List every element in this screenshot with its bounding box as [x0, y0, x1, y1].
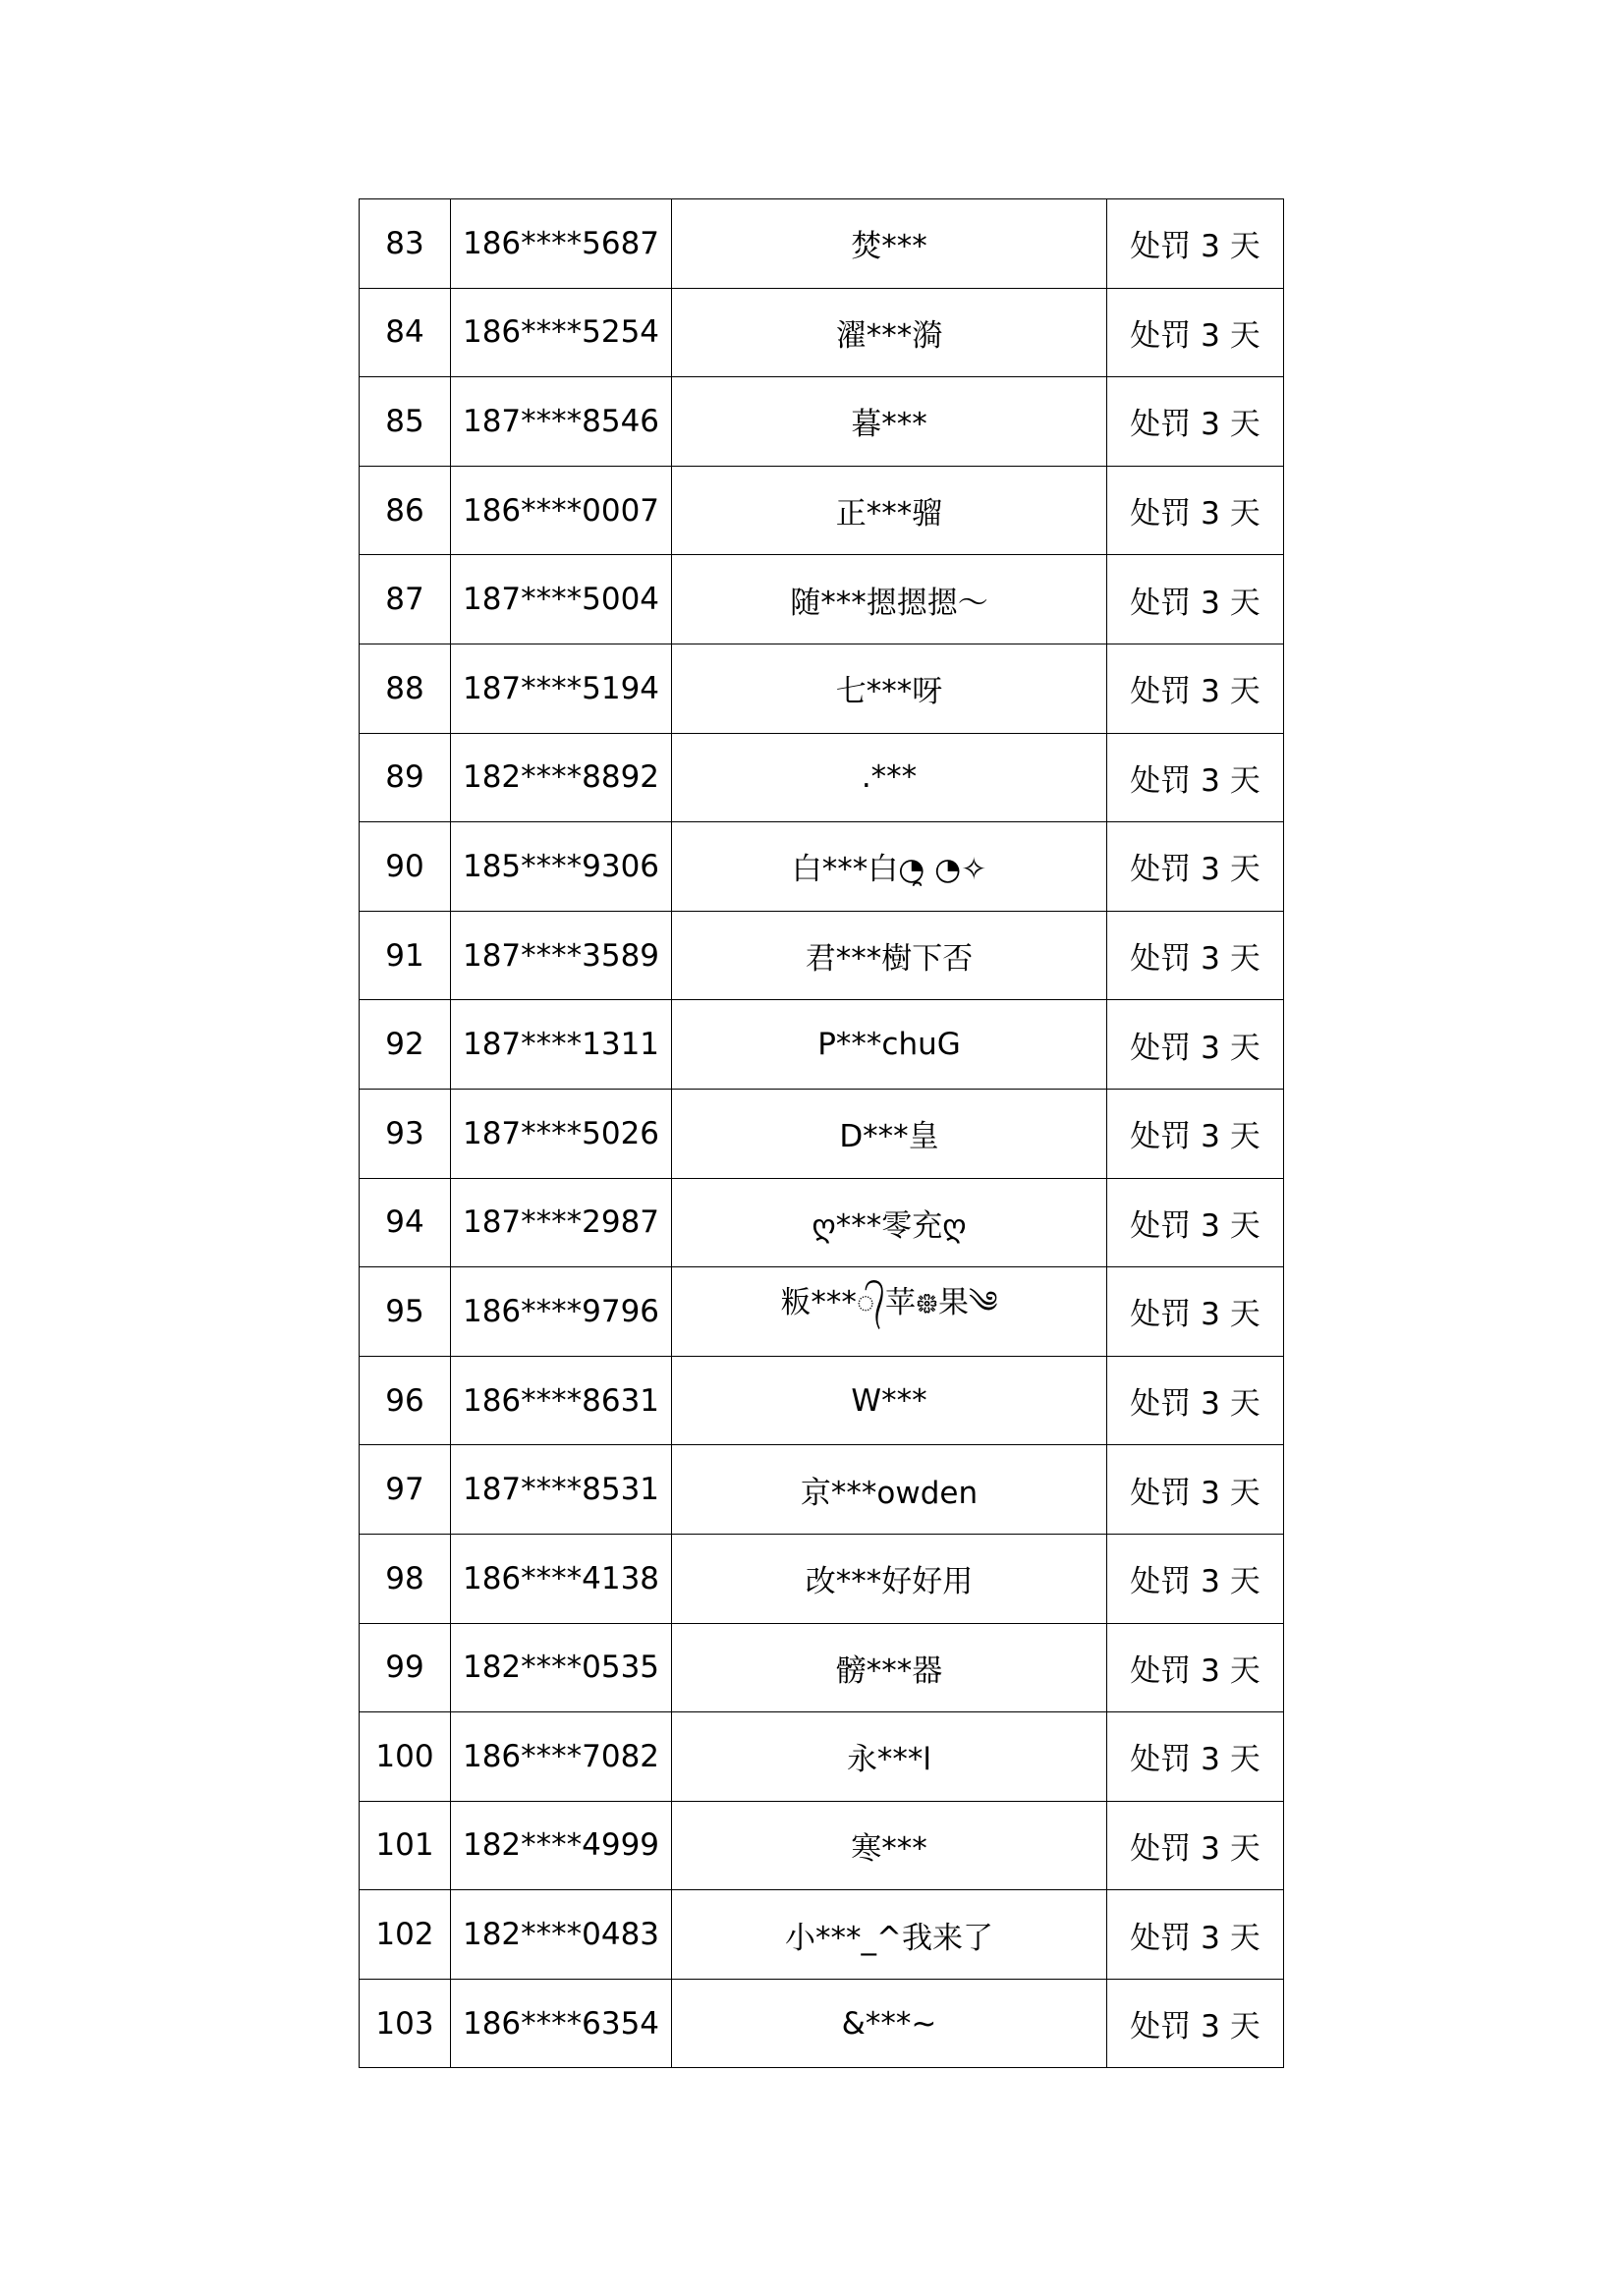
row-index-cell: 100 — [360, 1712, 451, 1802]
table-row — [360, 1534, 1284, 1623]
nickname-cell: 粄***᭄苹᪥果༄ — [672, 1267, 1107, 1357]
nickname-cell: 改***好好用 — [672, 1534, 1107, 1623]
nickname-cell: 七***呀 — [672, 644, 1107, 733]
row-index-cell: 84 — [360, 288, 451, 377]
penalty-cell: 处罚 3 天 — [1107, 1267, 1284, 1357]
phone-cell: 187****2987 — [451, 1178, 672, 1267]
table-row — [360, 1890, 1284, 1980]
nickname-cell: 君***樹下否 — [672, 911, 1107, 1000]
row-index-cell: 85 — [360, 377, 451, 467]
table-row — [360, 199, 1284, 289]
nickname-cell: 小***_^我来了 — [672, 1890, 1107, 1980]
table-row — [360, 822, 1284, 912]
table-row — [360, 1267, 1284, 1357]
nickname-cell: ღ***零充ღ — [672, 1178, 1107, 1267]
phone-cell: 185****9306 — [451, 822, 672, 912]
table-row — [360, 1089, 1284, 1178]
nickname-cell: 正***骝 — [672, 466, 1107, 555]
penalty-cell: 处罚 3 天 — [1107, 1089, 1284, 1178]
nickname-cell: 暮*** — [672, 377, 1107, 467]
table-row — [360, 288, 1284, 377]
penalty-cell: 处罚 3 天 — [1107, 822, 1284, 912]
nickname-cell: .*** — [672, 733, 1107, 822]
table-row — [360, 1445, 1284, 1535]
nickname-cell: &***~ — [672, 1979, 1107, 2068]
row-index-cell: 93 — [360, 1089, 451, 1178]
row-index-cell: 101 — [360, 1801, 451, 1890]
penalty-table — [359, 198, 1284, 2068]
penalty-cell: 处罚 3 天 — [1107, 644, 1284, 733]
penalty-cell: 处罚 3 天 — [1107, 288, 1284, 377]
row-index-cell: 95 — [360, 1267, 451, 1357]
phone-cell: 182****4999 — [451, 1801, 672, 1890]
penalty-cell: 处罚 3 天 — [1107, 1979, 1284, 2068]
phone-cell: 186****4138 — [451, 1534, 672, 1623]
row-index-cell: 96 — [360, 1356, 451, 1445]
phone-cell: 182****0535 — [451, 1623, 672, 1712]
row-index-cell: 87 — [360, 555, 451, 644]
penalty-cell: 处罚 3 天 — [1107, 733, 1284, 822]
table-row — [360, 1356, 1284, 1445]
phone-cell: 187****8531 — [451, 1445, 672, 1535]
nickname-cell: 寒*** — [672, 1801, 1107, 1890]
table-row — [360, 911, 1284, 1000]
row-index-cell: 90 — [360, 822, 451, 912]
penalty-cell: 处罚 3 天 — [1107, 1623, 1284, 1712]
phone-cell: 182****0483 — [451, 1890, 672, 1980]
penalty-cell: 处罚 3 天 — [1107, 1890, 1284, 1980]
table-row — [360, 1623, 1284, 1712]
penalty-cell: 处罚 3 天 — [1107, 1356, 1284, 1445]
table-row — [360, 1000, 1284, 1090]
phone-cell: 182****8892 — [451, 733, 672, 822]
penalty-table-body — [360, 199, 1284, 2068]
nickname-cell: 白***白◔̯ ◔✧ — [672, 822, 1107, 912]
penalty-cell: 处罚 3 天 — [1107, 1801, 1284, 1890]
phone-cell: 186****5254 — [451, 288, 672, 377]
row-index-cell: 94 — [360, 1178, 451, 1267]
phone-cell: 186****5687 — [451, 199, 672, 289]
nickname-cell: 随***摁摁摁～ — [672, 555, 1107, 644]
phone-cell: 187****5004 — [451, 555, 672, 644]
phone-cell: 187****5026 — [451, 1089, 672, 1178]
row-index-cell: 97 — [360, 1445, 451, 1535]
row-index-cell: 103 — [360, 1979, 451, 2068]
nickname-cell: 京***owden — [672, 1445, 1107, 1535]
phone-cell: 187****5194 — [451, 644, 672, 733]
phone-cell: 187****3589 — [451, 911, 672, 1000]
phone-cell: 186****0007 — [451, 466, 672, 555]
nickname-cell: 永***l — [672, 1712, 1107, 1802]
penalty-cell: 处罚 3 天 — [1107, 199, 1284, 289]
row-index-cell: 98 — [360, 1534, 451, 1623]
nickname-cell: W*** — [672, 1356, 1107, 1445]
penalty-cell: 处罚 3 天 — [1107, 1000, 1284, 1090]
penalty-cell: 处罚 3 天 — [1107, 911, 1284, 1000]
table-row — [360, 466, 1284, 555]
row-index-cell: 92 — [360, 1000, 451, 1090]
table-row — [360, 1712, 1284, 1802]
nickname-cell: 髈***器 — [672, 1623, 1107, 1712]
phone-cell: 186****9796 — [451, 1267, 672, 1357]
table-row — [360, 1801, 1284, 1890]
penalty-cell: 处罚 3 天 — [1107, 466, 1284, 555]
row-index-cell: 86 — [360, 466, 451, 555]
table-row — [360, 1979, 1284, 2068]
row-index-cell: 89 — [360, 733, 451, 822]
phone-cell: 187****8546 — [451, 377, 672, 467]
phone-cell: 187****1311 — [451, 1000, 672, 1090]
table-row — [360, 644, 1284, 733]
nickname-cell: D***皇 — [672, 1089, 1107, 1178]
phone-cell: 186****7082 — [451, 1712, 672, 1802]
penalty-cell: 处罚 3 天 — [1107, 1534, 1284, 1623]
penalty-cell: 处罚 3 天 — [1107, 555, 1284, 644]
penalty-cell: 处罚 3 天 — [1107, 1445, 1284, 1535]
penalty-cell: 处罚 3 天 — [1107, 1178, 1284, 1267]
phone-cell: 186****8631 — [451, 1356, 672, 1445]
nickname-cell: P***chuG — [672, 1000, 1107, 1090]
row-index-cell: 88 — [360, 644, 451, 733]
row-index-cell: 99 — [360, 1623, 451, 1712]
penalty-cell: 处罚 3 天 — [1107, 1712, 1284, 1802]
phone-cell: 186****6354 — [451, 1979, 672, 2068]
penalty-cell: 处罚 3 天 — [1107, 377, 1284, 467]
row-index-cell: 91 — [360, 911, 451, 1000]
nickname-cell: 焚*** — [672, 199, 1107, 289]
row-index-cell: 102 — [360, 1890, 451, 1980]
table-row — [360, 377, 1284, 467]
nickname-cell: 濯***漪 — [672, 288, 1107, 377]
table-row — [360, 555, 1284, 644]
table-row — [360, 1178, 1284, 1267]
table-row — [360, 733, 1284, 822]
row-index-cell: 83 — [360, 199, 451, 289]
